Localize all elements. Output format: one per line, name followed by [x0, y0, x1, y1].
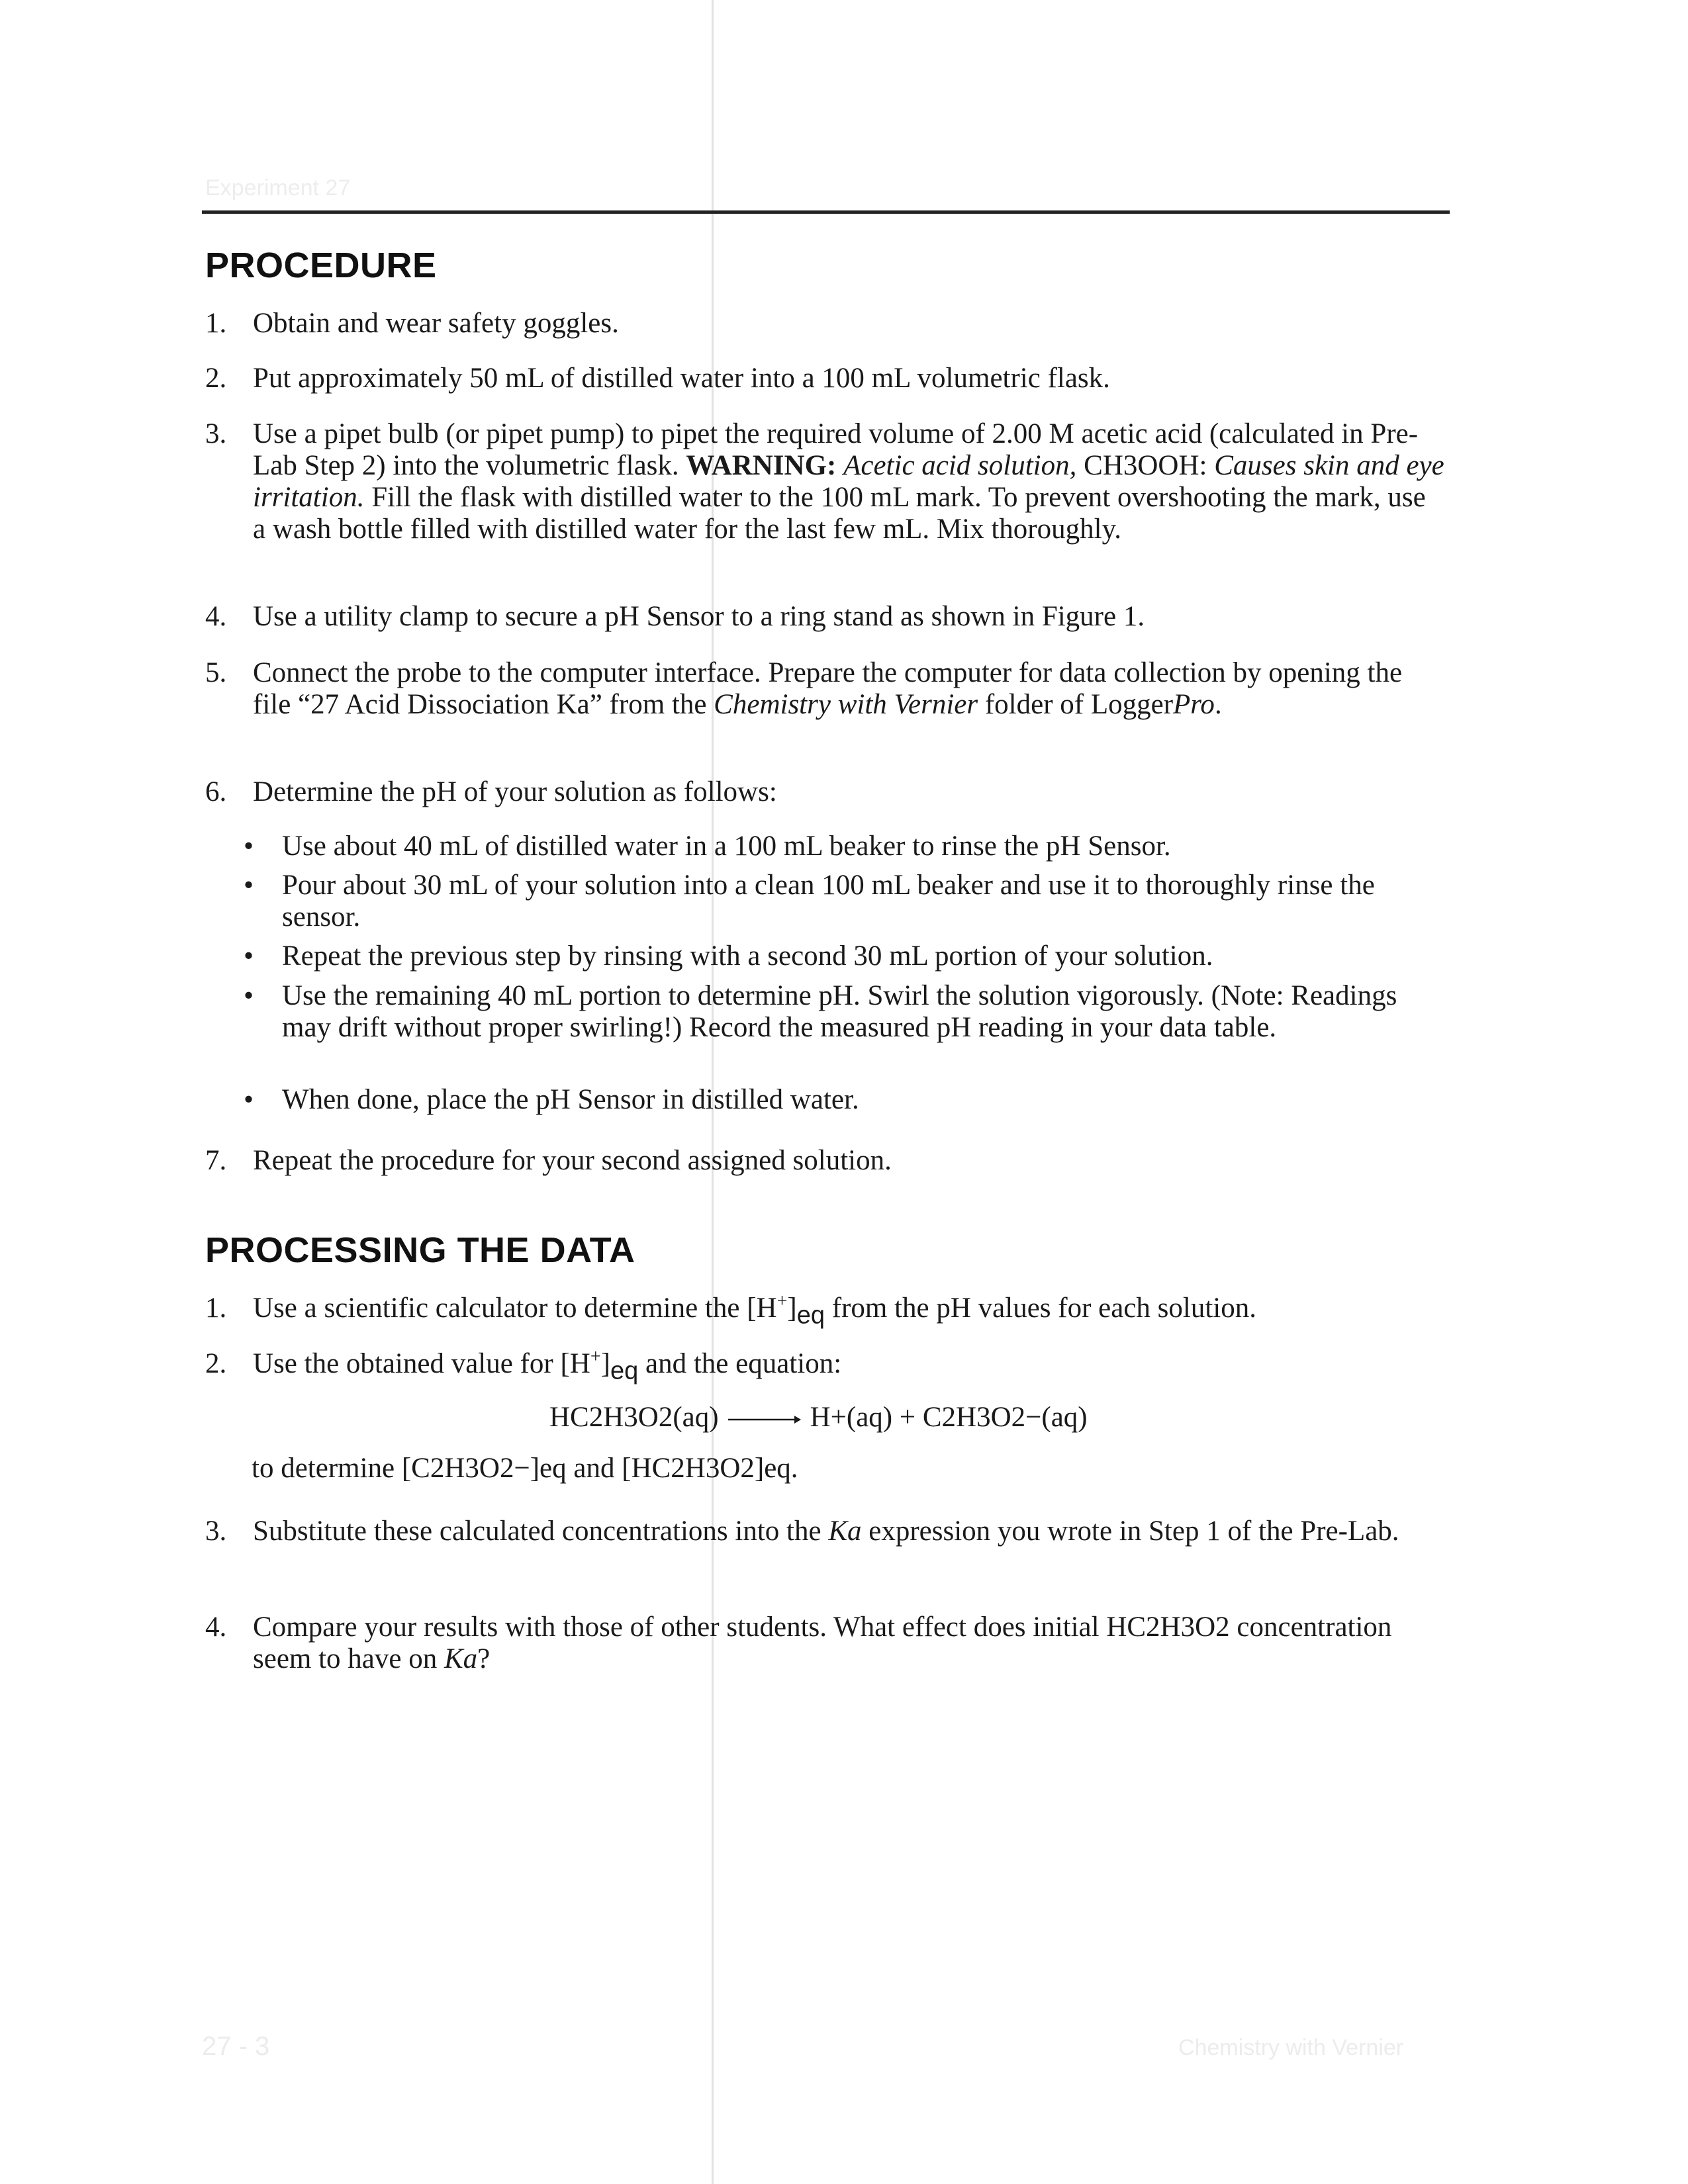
header-rule: [202, 210, 1450, 214]
bullet-text: Use about 40 mL of distilled water in a 100 mL beaker to rinse the pH Sensor.: [282, 831, 1171, 862]
step-text-part1: Use a pipet bulb (or pipet pump) to pipet the required volume of 2.00 M acetic acid (calculated in Pre-Lab Step 2) into the volumetric flask.: [253, 418, 1419, 481]
text-b: ?: [477, 1643, 491, 1674]
step-text: [253, 1291, 1444, 1330]
subscript: eq: [796, 1301, 825, 1330]
step-number: 3.: [205, 418, 227, 449]
processing-step-4: [205, 1612, 1450, 1675]
step-text-part1: Connect the probe to the computer interface. Prepare the computer for data collection by opening the file “27 Acid Dissociation Ka” from the: [253, 657, 1403, 720]
step-text: [253, 418, 1444, 545]
ka-symbol: Ka: [444, 1643, 478, 1674]
text-b: ]: [787, 1293, 797, 1324]
procedure-step-4: [205, 601, 1450, 633]
dissociation-equation: [549, 1402, 1088, 1433]
warning-italic: Acetic acid solution,: [843, 450, 1077, 481]
step-number: 6.: [205, 776, 227, 807]
text-a: Substitute these calculated concentrations into the: [253, 1516, 829, 1547]
bullet-dot: •: [244, 980, 254, 1011]
step-text: Obtain and wear safety goggles.: [253, 308, 619, 339]
processing-step-3: [205, 1516, 1450, 1547]
footer-page-number: 27 - 3: [202, 2032, 270, 2061]
step-text: Use a utility clamp to secure a pH Sensor to a ring stand as shown in Figure 1.: [253, 601, 1145, 632]
processing-step-2: [205, 1346, 1450, 1385]
step-text: Determine the pH of your solution as follows:: [253, 776, 777, 807]
bullet-item: [244, 940, 1448, 972]
text-a: Use the obtained value for [H: [253, 1348, 590, 1379]
step-number: 4.: [205, 601, 227, 632]
software-suffix: Pro: [1173, 689, 1215, 720]
step-number: 7.: [205, 1145, 227, 1176]
faint-header-label: Experiment 27: [205, 175, 351, 201]
determine-line: to determine [C2H3O2−]eq and [HC2H3O2]eq.: [252, 1453, 798, 1484]
step-number: 1.: [205, 308, 227, 339]
bullet-dot: •: [244, 940, 254, 972]
equation-left: HC2H3O2(aq): [549, 1402, 719, 1433]
bullet-text: Pour about 30 mL of your solution into a clean 100 mL beaker and use it to thoroughly rinse the sensor.: [282, 870, 1375, 933]
step-text-part2: Fill the flask with distilled water to the 100 mL mark. To prevent overshooting the mark, use a wash bottle filled with distilled water for the last few mL. Mix thoroughly.: [253, 482, 1426, 545]
step-text-part3: .: [1214, 689, 1222, 720]
bullet-dot: •: [244, 1084, 254, 1115]
processing-heading: PROCESSING THE DATA: [205, 1230, 635, 1270]
text-b: expression you wrote in Step 1 of the Pre-Lab.: [861, 1516, 1399, 1547]
bullet-item: [244, 980, 1448, 1044]
text-a: Compare your results with those of other students. What effect does initial HC2H3O2 concentration seem to have on: [253, 1612, 1392, 1674]
superscript: +: [590, 1346, 601, 1367]
step-number: 2.: [205, 363, 227, 394]
subscript: eq: [610, 1357, 639, 1385]
step-text: [253, 1516, 1444, 1547]
text-c: from the pH values for each solution.: [824, 1293, 1256, 1324]
text-c: and the equation:: [638, 1348, 842, 1379]
procedure-step-7: [205, 1145, 1450, 1177]
superscript: +: [776, 1291, 788, 1312]
text-a: Use a scientific calculator to determine the [H: [253, 1293, 777, 1324]
step-text: [253, 657, 1444, 721]
warning-label: WARNING:: [686, 450, 837, 481]
bullet-dot: •: [244, 870, 254, 901]
procedure-step-3: [205, 418, 1450, 545]
reaction-arrow-icon: [728, 1413, 801, 1426]
procedure-step-1: [205, 308, 1450, 340]
processing-step-1: [205, 1291, 1450, 1330]
step-text: Put approximately 50 mL of distilled water into a 100 mL volumetric flask.: [253, 363, 1110, 394]
bullet-text: Repeat the previous step by rinsing with a second 30 mL portion of your solution.: [282, 940, 1213, 972]
step-number: 3.: [205, 1516, 227, 1547]
step-number: 4.: [205, 1612, 227, 1643]
step-number: 1.: [205, 1293, 227, 1324]
step-number: 5.: [205, 657, 227, 688]
step-text: [253, 1612, 1444, 1675]
text-b: ]: [600, 1348, 610, 1379]
bullet-item: [244, 870, 1448, 933]
step-text: Repeat the procedure for your second assigned solution.: [253, 1145, 892, 1176]
bullet-dot: •: [244, 831, 254, 862]
procedure-heading: PROCEDURE: [205, 246, 437, 285]
equation-right: H+(aq) + C2H3O2−(aq): [810, 1402, 1088, 1433]
bullet-item: [244, 1084, 1448, 1116]
procedure-step-5: [205, 657, 1450, 721]
step-text-part2: folder of Logger: [984, 689, 1174, 720]
bullet-text: When done, place the pH Sensor in distilled water.: [282, 1084, 859, 1115]
software-name: Chemistry with Vernier: [714, 689, 978, 720]
step-number: 2.: [205, 1348, 227, 1379]
bullet-text: Use the remaining 40 mL portion to determine pH. Swirl the solution vigorously. (Note: Readings may drift without proper swirling!) Record the measured pH reading in your data table.: [282, 980, 1397, 1043]
step-text: [253, 1346, 1444, 1385]
hazard-italic: Causes skin and eye irritation.: [253, 450, 1444, 513]
procedure-step-2: [205, 363, 1450, 394]
bullet-item: [244, 831, 1448, 862]
formula: CH3OOH:: [1084, 450, 1207, 481]
procedure-step-6: [205, 776, 1450, 808]
footer-book-title: Chemistry with Vernier: [1178, 2035, 1404, 2060]
ka-symbol: Ka: [828, 1516, 862, 1547]
